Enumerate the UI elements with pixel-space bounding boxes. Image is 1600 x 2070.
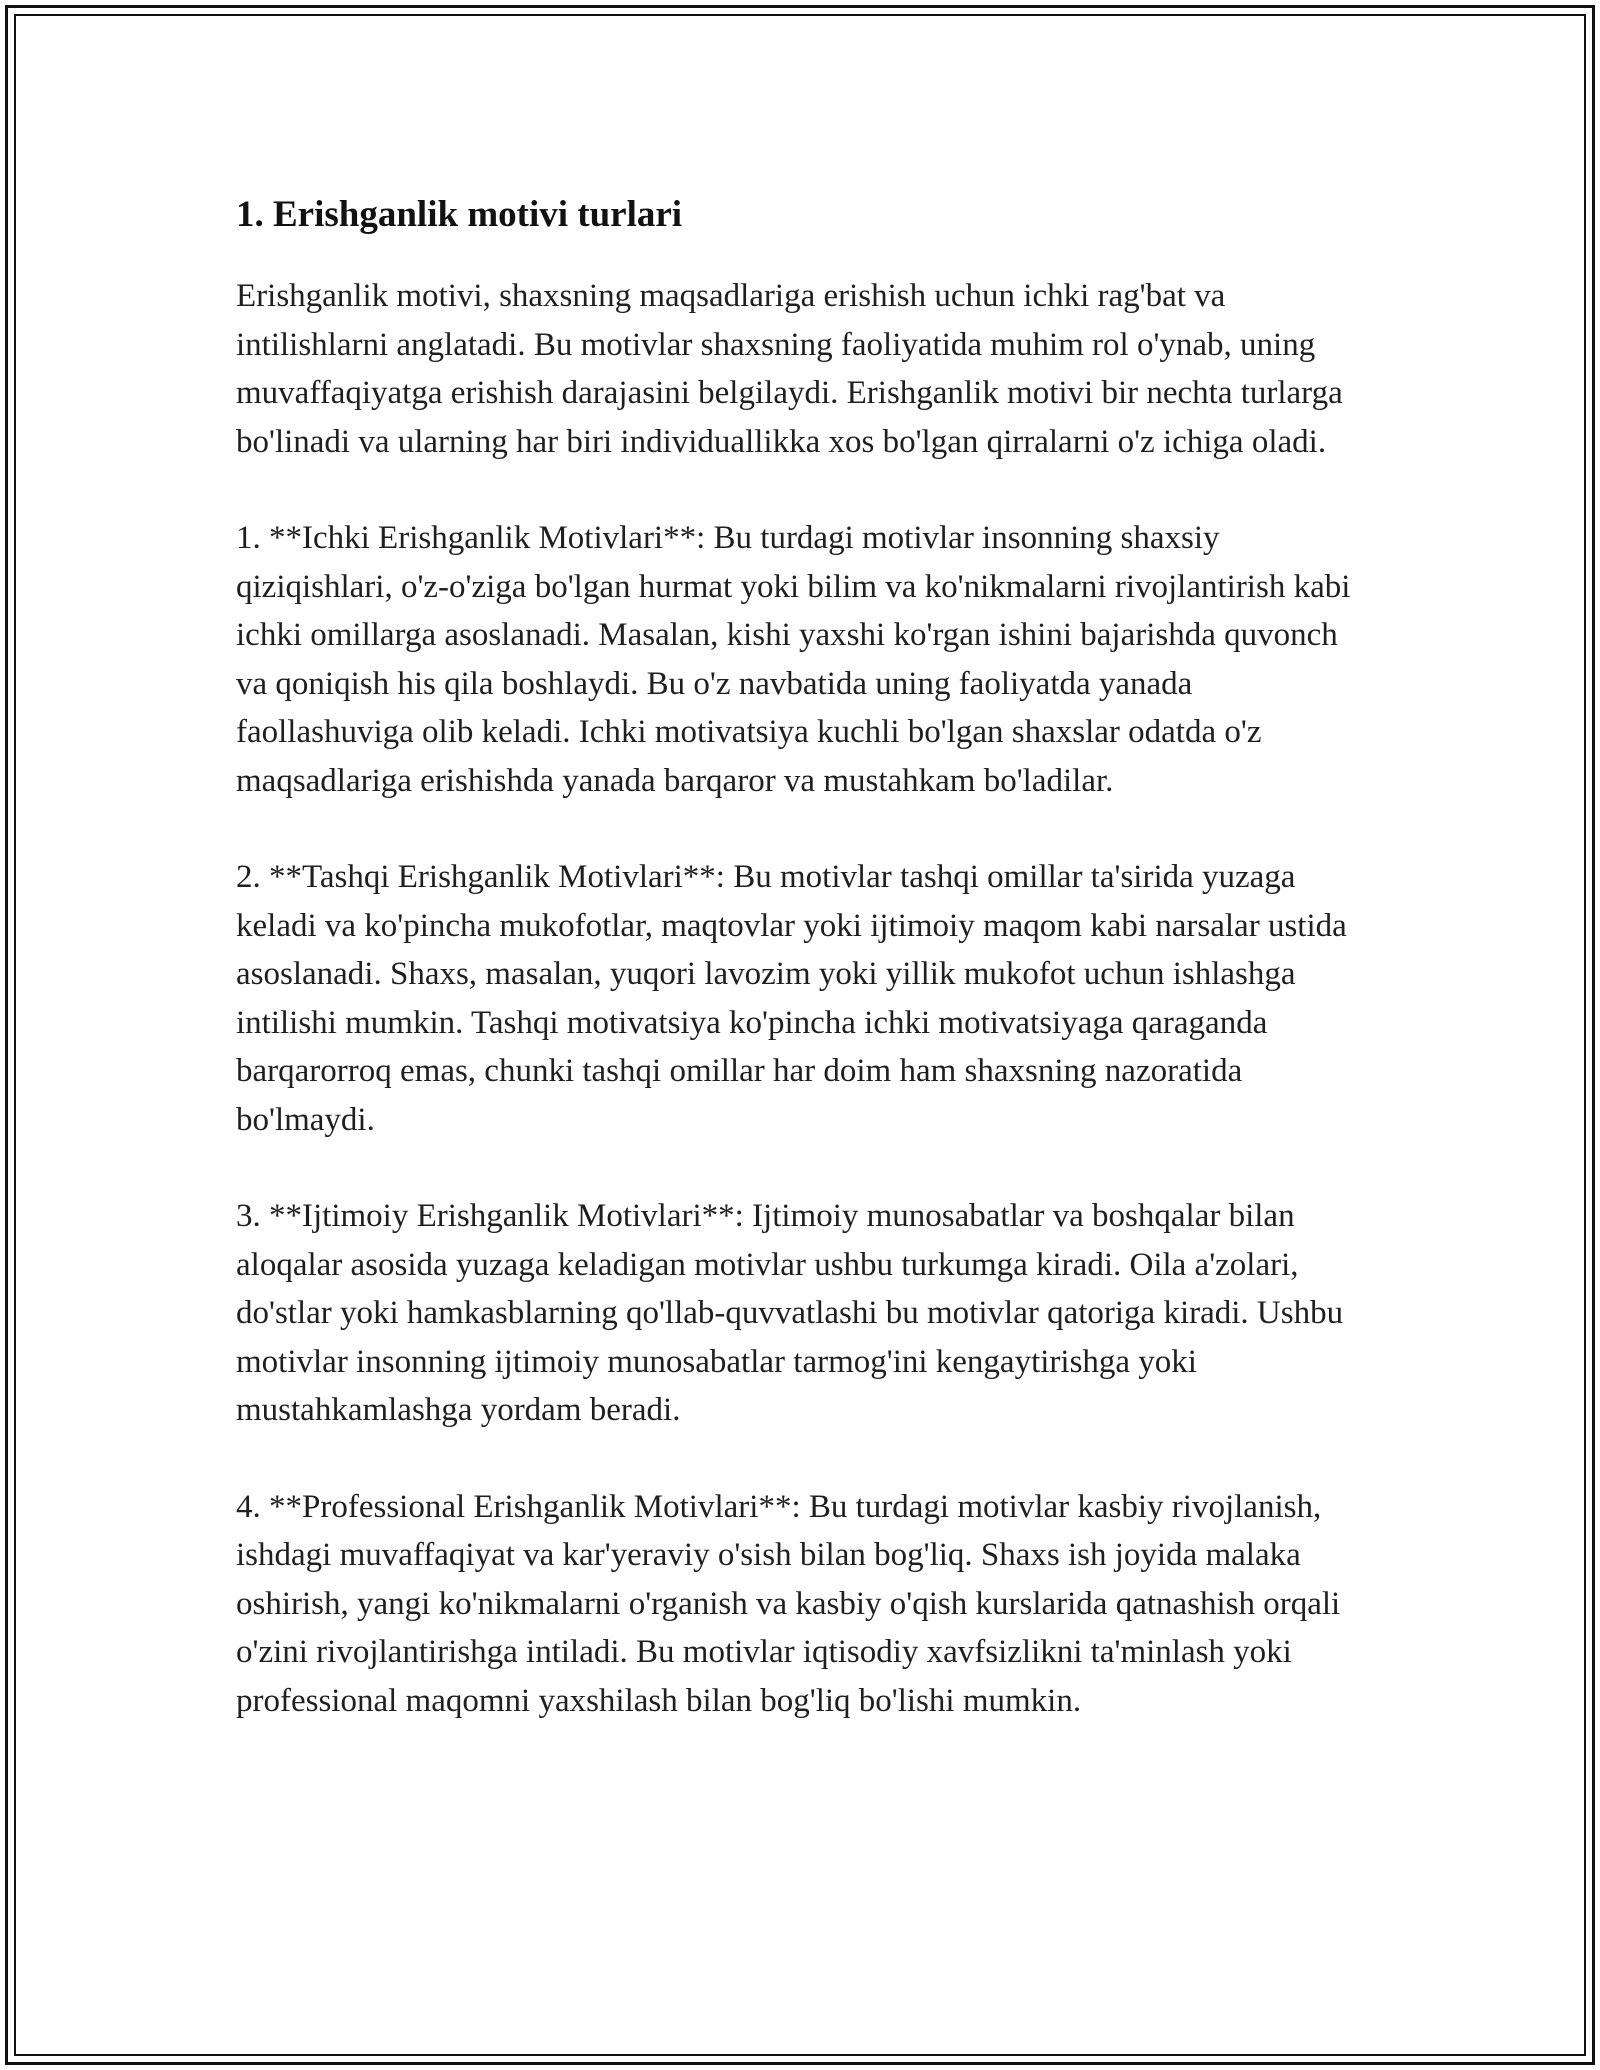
paragraph-internal-motives: 1. **Ichki Erishganlik Motivlari**: Bu turdagi motivlar insonning shaxsiy qiziqishlari, o'z-o'ziga bo'lgan hurmat yoki bilim va ko'nikmalarni rivojlantirish kabi ichki omillarga asoslanadi. Masalan, kishi yaxshi ko'rgan ishini bajarishda quvonch va qoniqish his qila boshlaydi. Bu o'z navbatida uning faoliyatda yanada faollashuviga olib keladi. Ichki motivatsiya kuchli bo'lgan shaxslar odatda o'z maqsadlariga erishishda yanada barqaror va mustahkam bo'ladilar. (236, 520, 1351, 799)
paragraph-external-motives: 2. **Tashqi Erishganlik Motivlari**: Bu motivlar tashqi omillar ta'sirida yuzaga keladi va ko'pincha mukofotlar, maqtovlar yoki ijtimoiy maqom kabi narsalar ustida asoslanadi. Shaxs, masalan, yuqori lavozim yoki yillik mukofot uchun ishlashga intilishi mumkin. Tashqi motivatsiya ko'pincha ichki motivatsiyaga qaraganda barqarorroq emas, chunki tashqi omillar har doim ham shaxsning nazoratida bo'lmaydi. (236, 859, 1347, 1138)
document-body (236, 182, 1376, 1725)
section-title: 1. Erishganlik motivi turlari (236, 194, 683, 235)
paragraph-social-motives: 3. **Ijtimoiy Erishganlik Motivlari**: Ijtimoiy munosabatlar va boshqalar bilan aloqalar asosida yuzaga keladigan motivlar ushbu turkumga kiradi. Oila a'zolari, do'stlar yoki hamkasblarning qo'llab-quvvatlashi bu motivlar qatoriga kiradi. Ushbu motivlar insonning ijtimoiy munosabatlar tarmog'ini kengaytirishga yoki mustahkamlashga yordam beradi. (236, 1198, 1344, 1428)
intro-paragraph: Erishganlik motivi, shaxsning maqsadlariga erishish uchun ichki rag'bat va intilishlarni anglatadi. Bu motivlar shaxsning faoliyatida muhim rol o'ynab, uning muvaffaqiyatga erishish darajasini belgilaydi. Erishganlik motivi bir nechta turlarga bo'linadi va ularning har biri individuallikka xos bo'lgan qirralarni o'z ichiga oladi. (236, 278, 1343, 460)
paragraph-professional-motives: 4. **Professional Erishganlik Motivlari**: Bu turdagi motivlar kasbiy rivojlanish, ishdagi muvaffaqiyat va kar'yeraviy o'sish bilan bog'liq. Shaxs ish joyida malaka oshirish, yangi ko'nikmalarni o'rganish va kasbiy o'qish kurslarida qatnashish orqali o'zini rivojlantirishga intiladi. Bu motivlar iqtisodiy xavfsizlikni ta'minlash yoki professional maqomni yaxshilash bilan bog'liq bo'lishi mumkin. (236, 1488, 1341, 1719)
